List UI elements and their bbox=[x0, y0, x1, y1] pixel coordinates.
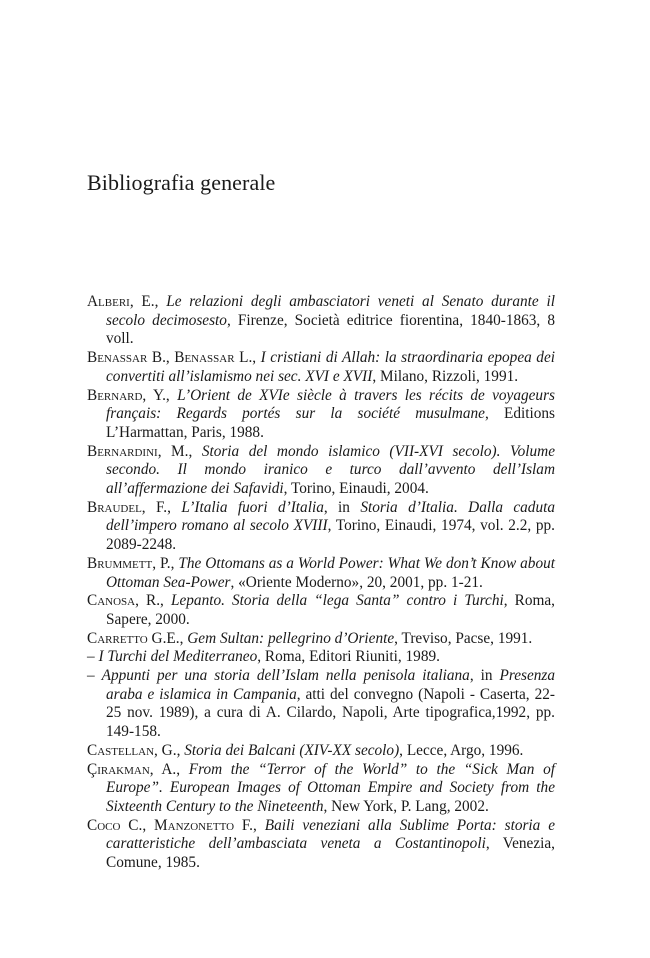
entry-text: , bbox=[188, 442, 202, 460]
entry-text: , in bbox=[323, 498, 361, 516]
entry-title: I Turchi del Mediterraneo bbox=[98, 648, 258, 666]
entry-text: , Venezia, Comune, 1985. bbox=[106, 835, 555, 872]
entry-author: Benassar B., Benassar L. bbox=[87, 349, 253, 367]
entry-title: Presenza araba e islamica in Campania bbox=[106, 667, 555, 703]
entry-title: Lepanto. Storia della “lega Santa” contro i Turchi bbox=[170, 592, 504, 610]
entry-text: , Torino, Einaudi, 1974, vol. 2.2, pp. 2089-2248. bbox=[106, 517, 556, 554]
bibliography-entry bbox=[87, 443, 555, 499]
bibliography-entry bbox=[87, 630, 555, 649]
entry-title: Storia dei Balcani (XIV-XX secolo) bbox=[184, 741, 400, 759]
entry-text: , Torino, Einaudi, 2004. bbox=[283, 480, 429, 498]
entry-text: , Treviso, Pacse, 1991. bbox=[394, 629, 533, 647]
entry-title: Gem Sultan: pellegrino d’Oriente bbox=[187, 629, 395, 647]
entry-text: , bbox=[154, 293, 167, 310]
entry-text: , bbox=[165, 386, 178, 404]
entry-author: Coco C., Manzonetto F. bbox=[87, 816, 254, 834]
entry-author: Brummett, P. bbox=[87, 554, 171, 572]
entry-text: , Milano, Rizzoli, 1991. bbox=[372, 367, 519, 385]
entry-title: Appunti per una storia dell’Islam nella penisola italiana bbox=[101, 667, 470, 685]
entry-author: Carretto G.E. bbox=[87, 629, 180, 647]
entry-title: Le relazioni degli ambasciatori veneti al Senato durante il secolo decimosesto bbox=[106, 293, 555, 329]
bibliography-entry bbox=[87, 387, 555, 443]
bibliography-entry bbox=[87, 349, 555, 386]
bibliography-entry bbox=[87, 761, 555, 817]
entry-title: From the “Terror of the World” to the “Sick Man of Europe”. European Images of Ottoman Empire and Society from the Sixteenth Century to the Nineteenth bbox=[106, 760, 555, 815]
entry-title: L’Italia fuori d’Italia bbox=[181, 498, 324, 516]
entry-text: , «Oriente Moderno», 20, 2001, pp. 1-21. bbox=[230, 573, 483, 591]
bibliography-entry bbox=[87, 293, 555, 349]
bibliography-entry bbox=[87, 592, 555, 629]
bibliography-entry bbox=[87, 499, 555, 555]
entry-text: – bbox=[87, 667, 102, 685]
entry-text: , bbox=[253, 816, 265, 834]
entry-text: – bbox=[87, 648, 99, 666]
entry-author: Castellan, G. bbox=[87, 741, 177, 759]
entry-text: , bbox=[170, 554, 179, 572]
entry-text: , New York, P. Lang, 2002. bbox=[323, 797, 489, 815]
entry-text: , in bbox=[469, 667, 500, 685]
entry-author: Canosa, R. bbox=[87, 592, 161, 610]
entry-title: Storia d’Italia. Dalla caduta dell’impero romano al secolo XVIII bbox=[106, 498, 555, 535]
entry-text: , Roma, Editori Riuniti, 1989. bbox=[257, 648, 440, 666]
bibliography-entry bbox=[87, 648, 555, 667]
entry-text: , atti del convegno (Napoli - Caserta, 22-25 nov. 1989), a cura di A. Cilardo, Napoli, Arte tipografica,1992, pp. 149-158. bbox=[106, 685, 555, 741]
entry-text: , bbox=[160, 592, 171, 610]
entry-text: , bbox=[179, 629, 188, 647]
entry-author: Braudel, F. bbox=[87, 498, 168, 516]
bibliography-list bbox=[87, 293, 555, 873]
page-title: Bibliografia generale bbox=[87, 170, 276, 195]
bibliography-entry bbox=[87, 667, 555, 742]
entry-text: , Editions L’Harmattan, Paris, 1988. bbox=[106, 405, 555, 441]
entry-title: I cristiani di Allah: la straordinaria epopea dei convertiti all’islamismo nei sec. XVI e XVII bbox=[106, 349, 555, 385]
entry-text: , bbox=[252, 349, 261, 367]
entry-text: , bbox=[176, 760, 189, 778]
entry-text: , bbox=[176, 741, 185, 759]
entry-title: L’Orient de XVIe siècle à travers les récits de voyageurs français: Regards portés sur la société musulmane bbox=[106, 386, 555, 423]
entry-text: , Lecce, Argo, 1996. bbox=[399, 741, 524, 759]
entry-text: , Firenze, Società editrice fiorentina, 1840-1863, 8 voll. bbox=[106, 311, 556, 348]
entry-title: Baili veneziani alla Sublime Porta: storia e caratteristiche dell’ambasciata veneta a Costantinopoli bbox=[106, 816, 555, 853]
entry-author: Çirakman, A. bbox=[87, 760, 177, 778]
entry-title: Storia del mondo islamico (VII-XVI secolo). Volume secondo. Il mondo iranico e turco dall’avvento dell’Islam all’affermazione dei Safavidi bbox=[106, 442, 555, 498]
entry-author: Bernardini, M. bbox=[87, 442, 189, 460]
bibliography-entry bbox=[87, 555, 555, 592]
bibliography-entry bbox=[87, 817, 555, 873]
entry-text: , Roma, Sapere, 2000. bbox=[106, 592, 556, 628]
entry-author: Alberi, E. bbox=[87, 293, 155, 310]
bibliography-entry bbox=[87, 742, 555, 761]
entry-title: The Ottomans as a World Power: What We don’t Know about Ottoman Sea-Power bbox=[106, 554, 555, 591]
entry-text: , bbox=[167, 498, 182, 516]
entry-author: Bernard, Y. bbox=[87, 386, 166, 404]
